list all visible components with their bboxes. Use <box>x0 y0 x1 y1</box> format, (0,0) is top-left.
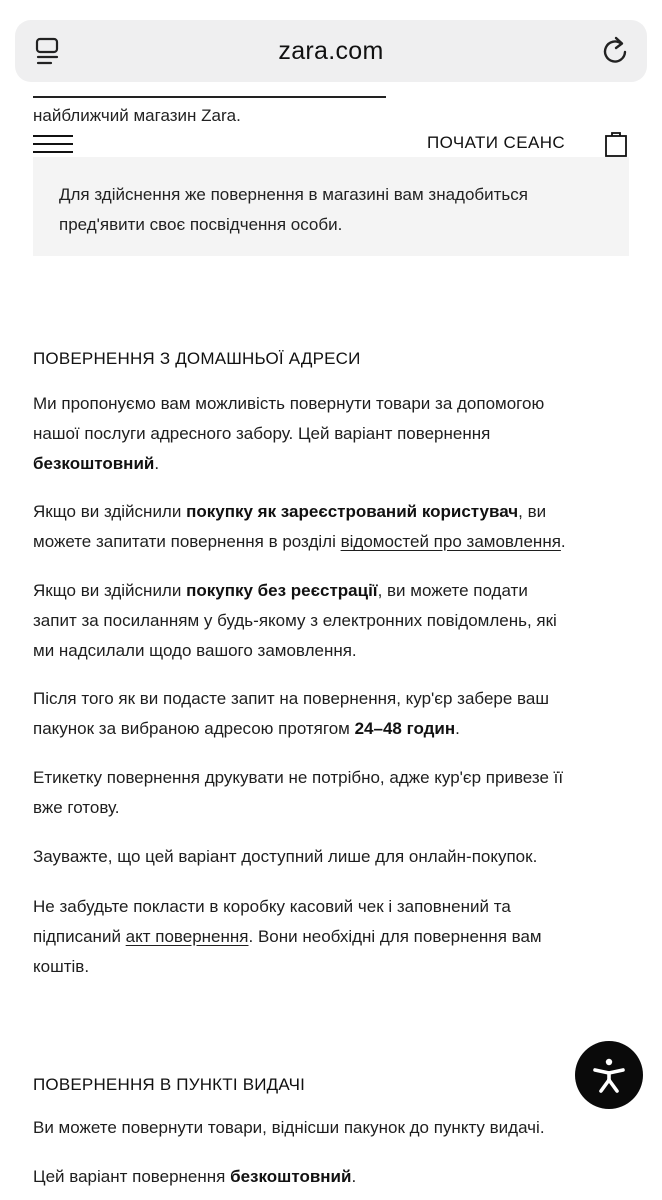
note-line: пред'явити своє посвідчення особи. <box>59 215 343 234</box>
login-link[interactable]: ПОЧАТИ СЕАНС <box>427 133 566 152</box>
section-heading-home: ПОВЕРНЕННЯ З ДОМАШНЬОЇ АДРЕСИ <box>33 349 361 368</box>
paragraph-online-only: Зауважте, що цей варіант доступний лише для онлайн-покупок. <box>33 847 538 866</box>
section-heading-pickup: ПОВЕРНЕННЯ В ПУНКТІ ВИДАЧІ <box>33 1075 306 1094</box>
shopping-bag-icon[interactable] <box>604 129 628 157</box>
store-hint-text: найближчий магазин Zara. <box>33 106 241 125</box>
paragraph-courier: Після того як ви подасте запит на повернення, кур'єр забере ваш пакунок за вибраною адресою протягом 24–48 годин. <box>33 689 549 738</box>
paragraph-pickup-free: Цей варіант повернення безкоштовний. <box>33 1167 357 1186</box>
paragraph-receipt: Не забудьте покласти в коробку касовий чек і заповнений та підписаний акт повернення. Вони необхідні для повернення вам коштів. <box>33 897 542 976</box>
url-text[interactable]: zara.com <box>278 37 384 65</box>
return-form-link[interactable]: акт повернення <box>125 927 249 946</box>
reload-icon[interactable] <box>599 35 631 67</box>
order-details-link[interactable]: відомостей про замовлення <box>340 532 561 551</box>
accessibility-button[interactable] <box>575 1041 643 1109</box>
browser-address-bar[interactable] <box>15 20 647 82</box>
note-line: Для здійснення же повернення в магазині вам знадобиться <box>59 185 528 204</box>
paragraph-guest: Якщо ви здійснили покупку без реєстрації, ви можете подати запит за посиланням у будь-якому з електронних повідомлень, які ми надсилали щодо вашого замовлення. <box>33 581 557 660</box>
paragraph-home-service: Ми пропонуємо вам можливість повернути товари за допомогою нашої послуги адресного забору. Цей варіант повернення безкоштовний. <box>33 394 545 473</box>
divider <box>33 96 386 98</box>
paragraph-registered: Якщо ви здійснили покупку як зареєстрований користувач, ви можете запитати повернення в розділі відомостей про замовлення. <box>33 502 566 551</box>
hamburger-icon[interactable] <box>33 133 73 155</box>
paragraph-pickup: Ви можете повернути товари, віднісши пакунок до пункту видачі. <box>33 1118 545 1137</box>
id-note-box <box>33 157 629 256</box>
paragraph-label: Етикетку повернення друкувати не потрібно, адже кур'єр привезе її вже готову. <box>33 768 564 817</box>
